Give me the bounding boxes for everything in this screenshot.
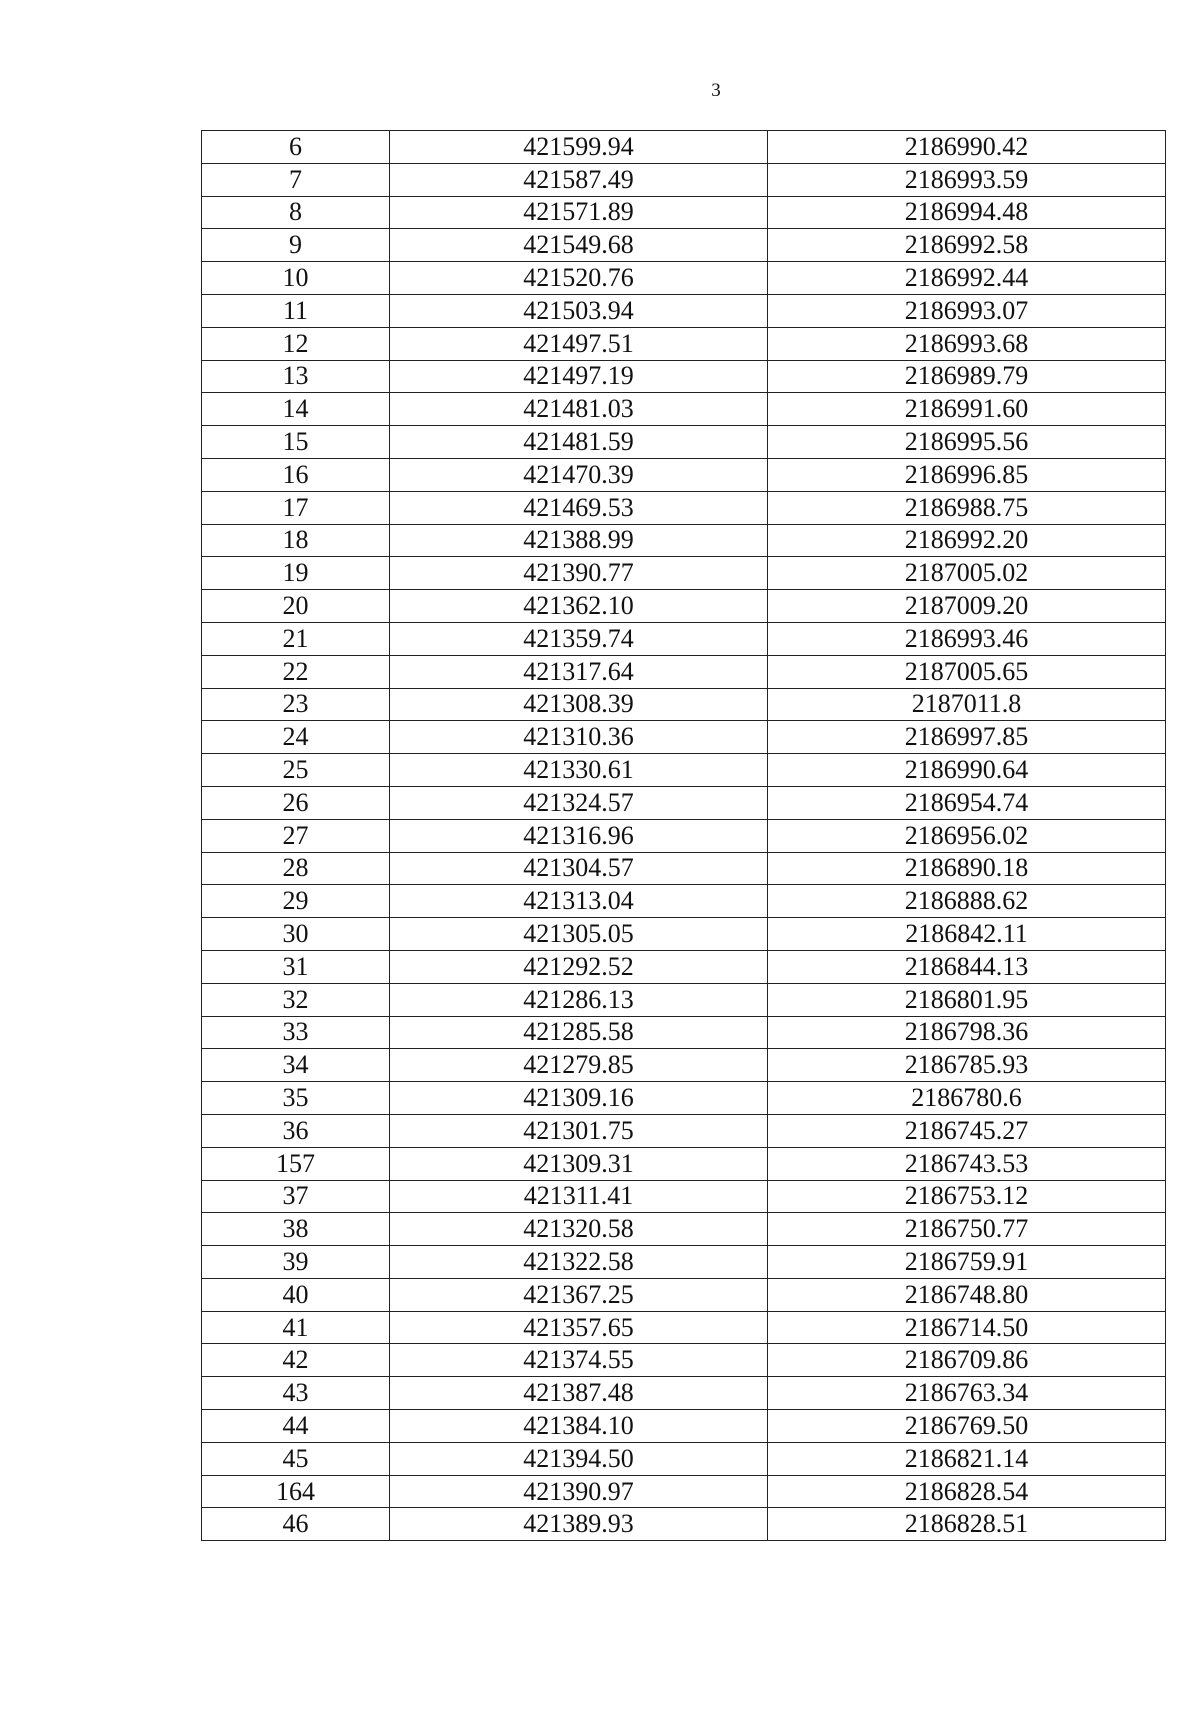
y-coordinate-cell: 2186988.75: [768, 491, 1166, 524]
table-row: [202, 1278, 1166, 1311]
y-coordinate-cell: 2186750.77: [768, 1213, 1166, 1246]
y-coordinate-cell: 2186993.59: [768, 163, 1166, 196]
point-number-cell: 15: [202, 426, 390, 459]
table-row: [202, 1147, 1166, 1180]
point-number-cell: 34: [202, 1049, 390, 1082]
x-coordinate-cell: 421503.94: [390, 294, 768, 327]
y-coordinate-cell: 2186888.62: [768, 885, 1166, 918]
y-coordinate-cell: 2186745.27: [768, 1114, 1166, 1147]
y-coordinate-cell: 2186993.68: [768, 327, 1166, 360]
point-number-cell: 28: [202, 852, 390, 885]
point-number-cell: 41: [202, 1311, 390, 1344]
table-row: [202, 163, 1166, 196]
point-number-cell: 164: [202, 1475, 390, 1508]
x-coordinate-cell: 421286.13: [390, 983, 768, 1016]
point-number-cell: 24: [202, 721, 390, 754]
x-coordinate-cell: 421301.75: [390, 1114, 768, 1147]
x-coordinate-cell: 421481.59: [390, 426, 768, 459]
x-coordinate-cell: 421322.58: [390, 1246, 768, 1279]
point-number-cell: 23: [202, 688, 390, 721]
x-coordinate-cell: 421324.57: [390, 786, 768, 819]
y-coordinate-cell: 2186743.53: [768, 1147, 1166, 1180]
x-coordinate-cell: 421357.65: [390, 1311, 768, 1344]
table-row: [202, 655, 1166, 688]
table-row: [202, 754, 1166, 787]
point-number-cell: 25: [202, 754, 390, 787]
point-number-cell: 27: [202, 819, 390, 852]
point-number-cell: 33: [202, 1016, 390, 1049]
table-row: [202, 196, 1166, 229]
x-coordinate-cell: 421497.51: [390, 327, 768, 360]
point-number-cell: 32: [202, 983, 390, 1016]
x-coordinate-cell: 421304.57: [390, 852, 768, 885]
table-row: [202, 1508, 1166, 1541]
table-row: [202, 1344, 1166, 1377]
x-coordinate-cell: 421390.77: [390, 557, 768, 590]
table-row: [202, 590, 1166, 623]
point-number-cell: 30: [202, 918, 390, 951]
table-row: [202, 393, 1166, 426]
y-coordinate-cell: 2186769.50: [768, 1410, 1166, 1443]
coordinates-table-body: [202, 131, 1166, 1541]
y-coordinate-cell: 2186954.74: [768, 786, 1166, 819]
point-number-cell: 31: [202, 950, 390, 983]
x-coordinate-cell: 421313.04: [390, 885, 768, 918]
y-coordinate-cell: 2186801.95: [768, 983, 1166, 1016]
table-row: [202, 918, 1166, 951]
y-coordinate-cell: 2186991.60: [768, 393, 1166, 426]
x-coordinate-cell: 421279.85: [390, 1049, 768, 1082]
y-coordinate-cell: 2186992.58: [768, 229, 1166, 262]
x-coordinate-cell: 421309.31: [390, 1147, 768, 1180]
point-number-cell: 9: [202, 229, 390, 262]
y-coordinate-cell: 2187005.02: [768, 557, 1166, 590]
table-row: [202, 622, 1166, 655]
table-row: [202, 557, 1166, 590]
table-row: [202, 1049, 1166, 1082]
y-coordinate-cell: 2186759.91: [768, 1246, 1166, 1279]
point-number-cell: 11: [202, 294, 390, 327]
y-coordinate-cell: 2186996.85: [768, 458, 1166, 491]
table-row: [202, 1180, 1166, 1213]
coordinates-table: [201, 130, 1166, 1541]
table-row: [202, 1377, 1166, 1410]
point-number-cell: 42: [202, 1344, 390, 1377]
y-coordinate-cell: 2186828.54: [768, 1475, 1166, 1508]
point-number-cell: 39: [202, 1246, 390, 1279]
point-number-cell: 18: [202, 524, 390, 557]
y-coordinate-cell: 2186714.50: [768, 1311, 1166, 1344]
table-row: [202, 1475, 1166, 1508]
point-number-cell: 45: [202, 1442, 390, 1475]
x-coordinate-cell: 421320.58: [390, 1213, 768, 1246]
point-number-cell: 17: [202, 491, 390, 524]
x-coordinate-cell: 421310.36: [390, 721, 768, 754]
point-number-cell: 29: [202, 885, 390, 918]
x-coordinate-cell: 421316.96: [390, 819, 768, 852]
page-number: 3: [711, 80, 721, 101]
y-coordinate-cell: 2186798.36: [768, 1016, 1166, 1049]
point-number-cell: 26: [202, 786, 390, 819]
y-coordinate-cell: 2187011.8: [768, 688, 1166, 721]
y-coordinate-cell: 2186785.93: [768, 1049, 1166, 1082]
point-number-cell: 6: [202, 131, 390, 164]
x-coordinate-cell: 421549.68: [390, 229, 768, 262]
y-coordinate-cell: 2186956.02: [768, 819, 1166, 852]
table-row: [202, 491, 1166, 524]
x-coordinate-cell: 421587.49: [390, 163, 768, 196]
point-number-cell: 40: [202, 1278, 390, 1311]
y-coordinate-cell: 2186992.20: [768, 524, 1166, 557]
y-coordinate-cell: 2187005.65: [768, 655, 1166, 688]
table-row: [202, 131, 1166, 164]
x-coordinate-cell: 421362.10: [390, 590, 768, 623]
x-coordinate-cell: 421394.50: [390, 1442, 768, 1475]
table-row: [202, 1213, 1166, 1246]
table-row: [202, 294, 1166, 327]
y-coordinate-cell: 2186753.12: [768, 1180, 1166, 1213]
point-number-cell: 13: [202, 360, 390, 393]
table-row: [202, 885, 1166, 918]
table-row: [202, 229, 1166, 262]
y-coordinate-cell: 2186995.56: [768, 426, 1166, 459]
table-row: [202, 327, 1166, 360]
y-coordinate-cell: 2186992.44: [768, 262, 1166, 295]
table-row: [202, 1246, 1166, 1279]
x-coordinate-cell: 421317.64: [390, 655, 768, 688]
table-row: [202, 786, 1166, 819]
y-coordinate-cell: 2186709.86: [768, 1344, 1166, 1377]
x-coordinate-cell: 421599.94: [390, 131, 768, 164]
table-row: [202, 1082, 1166, 1115]
x-coordinate-cell: 421497.19: [390, 360, 768, 393]
point-number-cell: 16: [202, 458, 390, 491]
point-number-cell: 20: [202, 590, 390, 623]
x-coordinate-cell: 421308.39: [390, 688, 768, 721]
x-coordinate-cell: 421384.10: [390, 1410, 768, 1443]
point-number-cell: 37: [202, 1180, 390, 1213]
x-coordinate-cell: 421571.89: [390, 196, 768, 229]
table-row: [202, 262, 1166, 295]
y-coordinate-cell: 2186844.13: [768, 950, 1166, 983]
y-coordinate-cell: 2187009.20: [768, 590, 1166, 623]
y-coordinate-cell: 2186780.6: [768, 1082, 1166, 1115]
x-coordinate-cell: 421311.41: [390, 1180, 768, 1213]
table-row: [202, 1311, 1166, 1344]
y-coordinate-cell: 2186990.42: [768, 131, 1166, 164]
point-number-cell: 12: [202, 327, 390, 360]
y-coordinate-cell: 2186990.64: [768, 754, 1166, 787]
point-number-cell: 19: [202, 557, 390, 590]
y-coordinate-cell: 2186997.85: [768, 721, 1166, 754]
x-coordinate-cell: 421330.61: [390, 754, 768, 787]
table-row: [202, 426, 1166, 459]
x-coordinate-cell: 421388.99: [390, 524, 768, 557]
x-coordinate-cell: 421389.93: [390, 1508, 768, 1541]
table-row: [202, 983, 1166, 1016]
point-number-cell: 14: [202, 393, 390, 426]
point-number-cell: 22: [202, 655, 390, 688]
table-row: [202, 360, 1166, 393]
x-coordinate-cell: 421285.58: [390, 1016, 768, 1049]
y-coordinate-cell: 2186828.51: [768, 1508, 1166, 1541]
x-coordinate-cell: 421469.53: [390, 491, 768, 524]
table-row: [202, 721, 1166, 754]
point-number-cell: 35: [202, 1082, 390, 1115]
table-row: [202, 688, 1166, 721]
table-row: [202, 458, 1166, 491]
x-coordinate-cell: 421374.55: [390, 1344, 768, 1377]
x-coordinate-cell: 421292.52: [390, 950, 768, 983]
y-coordinate-cell: 2186890.18: [768, 852, 1166, 885]
table-row: [202, 524, 1166, 557]
point-number-cell: 157: [202, 1147, 390, 1180]
table-row: [202, 1410, 1166, 1443]
x-coordinate-cell: 421390.97: [390, 1475, 768, 1508]
table-row: [202, 1016, 1166, 1049]
table-row: [202, 852, 1166, 885]
point-number-cell: 21: [202, 622, 390, 655]
y-coordinate-cell: 2186993.07: [768, 294, 1166, 327]
x-coordinate-cell: 421481.03: [390, 393, 768, 426]
table-row: [202, 950, 1166, 983]
y-coordinate-cell: 2186748.80: [768, 1278, 1166, 1311]
y-coordinate-cell: 2186989.79: [768, 360, 1166, 393]
x-coordinate-cell: 421470.39: [390, 458, 768, 491]
x-coordinate-cell: 421367.25: [390, 1278, 768, 1311]
x-coordinate-cell: 421387.48: [390, 1377, 768, 1410]
table-row: [202, 1442, 1166, 1475]
point-number-cell: 43: [202, 1377, 390, 1410]
point-number-cell: 8: [202, 196, 390, 229]
y-coordinate-cell: 2186993.46: [768, 622, 1166, 655]
x-coordinate-cell: 421520.76: [390, 262, 768, 295]
y-coordinate-cell: 2186821.14: [768, 1442, 1166, 1475]
y-coordinate-cell: 2186842.11: [768, 918, 1166, 951]
point-number-cell: 46: [202, 1508, 390, 1541]
point-number-cell: 44: [202, 1410, 390, 1443]
x-coordinate-cell: 421359.74: [390, 622, 768, 655]
x-coordinate-cell: 421309.16: [390, 1082, 768, 1115]
point-number-cell: 38: [202, 1213, 390, 1246]
table-row: [202, 819, 1166, 852]
point-number-cell: 10: [202, 262, 390, 295]
point-number-cell: 36: [202, 1114, 390, 1147]
table-row: [202, 1114, 1166, 1147]
x-coordinate-cell: 421305.05: [390, 918, 768, 951]
y-coordinate-cell: 2186994.48: [768, 196, 1166, 229]
y-coordinate-cell: 2186763.34: [768, 1377, 1166, 1410]
point-number-cell: 7: [202, 163, 390, 196]
